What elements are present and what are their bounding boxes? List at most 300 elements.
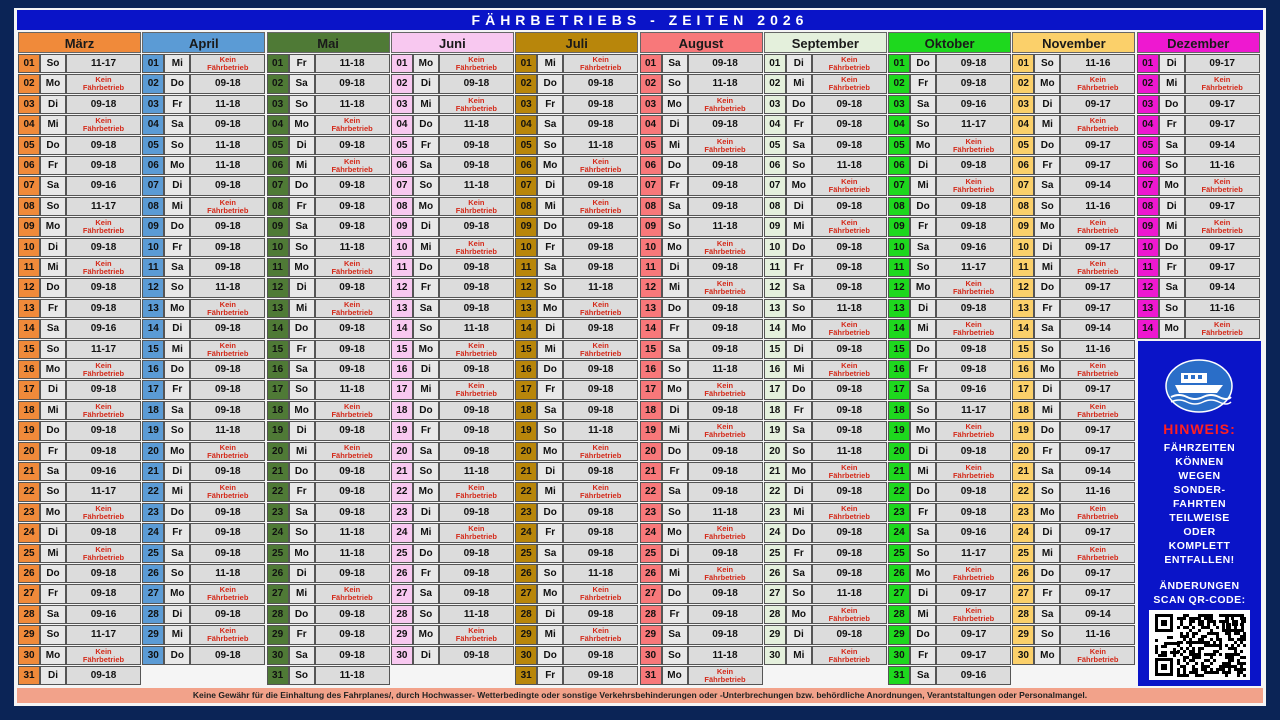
operating-hours: 09-18 [812,115,887,134]
day-row [640,176,763,196]
weekday: Di [40,380,66,399]
operating-hours: Kein Fährbetrieb [66,646,141,665]
operating-hours: Kein Fährbetrieb [688,95,763,114]
operating-hours: 11-18 [439,462,514,481]
ferry-logo-icon [1165,359,1233,413]
weekday: Fr [289,482,315,501]
day-row [18,482,141,502]
weekday: Di [910,442,936,461]
operating-hours: 09-17 [1185,238,1260,257]
operating-hours: Kein Fährbetrieb [688,564,763,583]
weekday: Do [662,299,688,318]
day-row [391,197,514,217]
day-number: 18 [18,401,40,420]
operating-hours: 11-18 [190,278,265,297]
operating-hours: Kein Fährbetrieb [563,299,638,318]
operating-hours: 11-16 [1185,299,1260,318]
day-number: 01 [764,54,786,73]
operating-hours: 11-18 [688,360,763,379]
weekday: So [413,176,439,195]
day-row [391,646,514,666]
weekday: Fr [910,74,936,93]
weekday: Fr [40,442,66,461]
day-number: 24 [515,523,537,542]
operating-hours: 11-18 [563,564,638,583]
day-row [764,217,887,237]
day-number: 22 [888,482,910,501]
operating-hours: 11-16 [1060,625,1135,644]
day-row [888,340,1011,360]
day-number: 22 [267,482,289,501]
weekday: Mi [537,340,563,359]
operating-hours: Kein Fährbetrieb [563,625,638,644]
operating-hours: 11-18 [315,523,390,542]
day-row [267,442,390,462]
day-number: 23 [640,503,662,522]
day-row [764,278,887,298]
weekday: So [537,278,563,297]
day-row [18,156,141,176]
weekday: Mi [537,54,563,73]
day-row [888,95,1011,115]
weekday: Sa [164,544,190,563]
operating-hours: Kein Fährbetrieb [439,95,514,114]
operating-hours: 09-17 [1060,584,1135,603]
operating-hours: 09-18 [936,197,1011,216]
weekday: Do [662,442,688,461]
weekday: Mi [164,340,190,359]
weekday: Mo [164,442,190,461]
day-number: 20 [515,442,537,461]
weekday: Mi [1034,401,1060,420]
day-row [515,156,638,176]
day-row [888,217,1011,237]
operating-hours: 09-18 [66,380,141,399]
day-number: 21 [18,462,40,481]
day-number: 16 [515,360,537,379]
operating-hours: Kein Fährbetrieb [439,523,514,542]
operating-hours: 11-17 [66,54,141,73]
day-row [1137,238,1260,258]
operating-hours: 09-18 [190,380,265,399]
weekday: Do [413,258,439,277]
weekday: Do [413,115,439,134]
weekday: So [289,95,315,114]
day-row [764,258,887,278]
day-row [515,646,638,666]
operating-hours: 09-18 [936,74,1011,93]
day-row [391,421,514,441]
day-number: 13 [142,299,164,318]
day-number: 28 [391,605,413,624]
operating-hours: 09-18 [190,176,265,195]
operating-hours: 09-18 [688,482,763,501]
day-row [640,503,763,523]
day-row [1137,136,1260,156]
weekday: Sa [786,421,812,440]
day-row [888,299,1011,319]
operating-hours: Kein Fährbetrieb [563,197,638,216]
day-number: 15 [391,340,413,359]
weekday: Do [910,625,936,644]
operating-hours: 09-17 [1060,156,1135,175]
day-number: 22 [142,482,164,501]
weekday: Fr [164,95,190,114]
day-row [267,156,390,176]
day-row [764,482,887,502]
day-number: 19 [640,421,662,440]
weekday: Di [1034,380,1060,399]
day-row [1137,156,1260,176]
operating-hours: 09-18 [936,217,1011,236]
day-row [18,605,141,625]
day-number: 20 [640,442,662,461]
weekday: Do [786,95,812,114]
operating-hours: 09-18 [812,421,887,440]
weekday: Do [289,319,315,338]
day-number: 24 [18,523,40,542]
operating-hours: 09-18 [688,462,763,481]
day-number: 16 [888,360,910,379]
day-row [888,380,1011,400]
day-row [267,625,390,645]
day-row [640,401,763,421]
day-number: 20 [18,442,40,461]
weekday: Mi [662,278,688,297]
day-number: 19 [764,421,786,440]
day-row [18,442,141,462]
day-row [391,278,514,298]
operating-hours: 09-18 [439,503,514,522]
day-number: 02 [391,74,413,93]
day-row [1012,605,1135,625]
day-row [142,54,265,74]
day-row [888,421,1011,441]
operating-hours: Kein Fährbetrieb [1060,503,1135,522]
weekday: Fr [289,197,315,216]
day-number: 31 [18,666,40,685]
weekday: Sa [910,380,936,399]
weekday: Mo [537,584,563,603]
weekday: So [1034,482,1060,501]
day-number: 31 [888,666,910,685]
weekday: So [537,136,563,155]
day-row [640,544,763,564]
day-number: 01 [888,54,910,73]
day-number: 22 [391,482,413,501]
day-row [515,217,638,237]
operating-hours: 09-18 [190,503,265,522]
operating-hours: Kein Fährbetrieb [66,74,141,93]
day-row [640,156,763,176]
operating-hours: 09-18 [812,544,887,563]
day-row [515,544,638,564]
weekday: Mo [40,503,66,522]
operating-hours: Kein Fährbetrieb [688,278,763,297]
operating-hours: 09-18 [439,299,514,318]
operating-hours: 11-18 [688,217,763,236]
weekday: Sa [164,258,190,277]
weekday: Mi [662,421,688,440]
operating-hours: 09-18 [439,401,514,420]
day-row [1012,278,1135,298]
day-number: 25 [267,544,289,563]
operating-hours: 09-17 [1060,95,1135,114]
day-row [1012,340,1135,360]
day-number: 09 [18,217,40,236]
day-row [391,584,514,604]
operating-hours: 11-18 [315,95,390,114]
day-row [1012,176,1135,196]
day-number: 19 [1012,421,1034,440]
day-number: 06 [764,156,786,175]
operating-hours: 09-18 [563,503,638,522]
day-row [515,401,638,421]
weekday: Fr [289,625,315,644]
day-row [391,401,514,421]
day-row [888,197,1011,217]
weekday: Di [910,584,936,603]
day-number: 07 [142,176,164,195]
weekday: Sa [537,115,563,134]
weekday: So [910,258,936,277]
operating-hours: 09-16 [66,176,141,195]
day-number: 18 [764,401,786,420]
operating-hours: 11-18 [190,136,265,155]
weekday: So [910,544,936,563]
operating-hours: 09-18 [812,523,887,542]
day-row [640,666,763,686]
operating-hours: 11-18 [315,238,390,257]
weekday: Sa [662,54,688,73]
day-number: 17 [18,380,40,399]
day-row [640,278,763,298]
weekday: Sa [786,136,812,155]
day-number: 22 [515,482,537,501]
day-number: 11 [142,258,164,277]
day-number: 12 [764,278,786,297]
day-row [1012,503,1135,523]
day-number: 29 [18,625,40,644]
operating-hours: Kein Fährbetrieb [688,380,763,399]
operating-hours: 09-18 [812,238,887,257]
weekday: Do [1159,238,1185,257]
operating-hours: Kein Fährbetrieb [563,584,638,603]
qr-code-icon[interactable] [1149,610,1250,680]
weekday: Mo [537,156,563,175]
day-number: 20 [764,442,786,461]
operating-hours: Kein Fährbetrieb [66,401,141,420]
day-number: 09 [1012,217,1034,236]
day-row [18,95,141,115]
day-row [764,319,887,339]
day-number: 16 [142,360,164,379]
weekday: So [786,442,812,461]
day-number: 03 [142,95,164,114]
day-row [640,115,763,135]
operating-hours: 09-18 [812,380,887,399]
day-number: 10 [515,238,537,257]
operating-hours: 09-18 [563,258,638,277]
operating-hours: 09-18 [439,646,514,665]
day-row [764,401,887,421]
day-row [1012,421,1135,441]
weekday: Mo [289,544,315,563]
weekday: Fr [1034,299,1060,318]
weekday: Sa [786,278,812,297]
operating-hours: 09-17 [1060,523,1135,542]
operating-hours: 09-17 [1060,136,1135,155]
weekday: Di [164,605,190,624]
day-row [267,605,390,625]
operating-hours: Kein Fährbetrieb [936,462,1011,481]
operating-hours: 09-18 [315,462,390,481]
day-row [888,136,1011,156]
day-number: 08 [764,197,786,216]
day-row [888,115,1011,135]
day-row [888,544,1011,564]
day-row [391,544,514,564]
day-row [18,340,141,360]
day-row [391,74,514,94]
operating-hours: 09-18 [190,74,265,93]
operating-hours: Kein Fährbetrieb [1185,176,1260,195]
operating-hours: 09-18 [66,442,141,461]
day-row [267,217,390,237]
weekday: Mi [164,482,190,501]
day-row [888,625,1011,645]
day-row [267,115,390,135]
operating-hours: Kein Fährbetrieb [936,319,1011,338]
day-row [888,564,1011,584]
operating-hours: 09-17 [936,646,1011,665]
day-row [18,584,141,604]
day-row [1012,442,1135,462]
operating-hours: Kein Fährbetrieb [190,442,265,461]
weekday: Mi [164,625,190,644]
day-number: 23 [888,503,910,522]
day-row [640,482,763,502]
weekday: Fr [40,156,66,175]
day-number: 23 [142,503,164,522]
day-row [888,74,1011,94]
operating-hours: 09-18 [439,360,514,379]
day-number: 27 [640,584,662,603]
day-number: 13 [515,299,537,318]
weekday: Mi [1034,115,1060,134]
weekday: So [289,380,315,399]
weekday: Do [537,646,563,665]
weekday: Do [910,482,936,501]
day-row [267,564,390,584]
day-number: 25 [1012,544,1034,563]
operating-hours: Kein Fährbetrieb [812,319,887,338]
day-number: 30 [18,646,40,665]
weekday: Mo [1034,360,1060,379]
day-row [18,278,141,298]
weekday: Fr [289,340,315,359]
weekday: Do [289,605,315,624]
operating-hours: 09-17 [1060,238,1135,257]
day-row [1012,74,1135,94]
weekday: Do [786,238,812,257]
operating-hours: Kein Fährbetrieb [190,299,265,318]
operating-hours: 09-18 [688,319,763,338]
operating-hours: 11-17 [66,482,141,501]
day-number: 24 [1012,523,1034,542]
day-number: 20 [1012,442,1034,461]
day-number: 07 [888,176,910,195]
day-number: 15 [515,340,537,359]
day-number: 01 [1012,54,1034,73]
day-number: 24 [764,523,786,542]
weekday: Mo [537,299,563,318]
operating-hours: Kein Fährbetrieb [936,605,1011,624]
day-number: 03 [888,95,910,114]
day-row [142,95,265,115]
day-row [640,299,763,319]
operating-hours: 11-18 [190,156,265,175]
day-number: 25 [18,544,40,563]
day-number: 12 [1012,278,1034,297]
day-row [391,95,514,115]
operating-hours: 09-18 [190,462,265,481]
day-row [1012,136,1135,156]
weekday: So [662,503,688,522]
day-number: 11 [888,258,910,277]
day-row [142,197,265,217]
month-header-5: August [640,32,763,53]
weekday: Sa [289,217,315,236]
day-row [888,523,1011,543]
operating-hours: 09-18 [812,136,887,155]
day-number: 05 [391,136,413,155]
weekday: Sa [413,584,439,603]
operating-hours: 09-17 [1185,258,1260,277]
weekday: So [413,319,439,338]
operating-hours: Kein Fährbetrieb [812,462,887,481]
operating-hours: 09-16 [936,380,1011,399]
day-row [18,360,141,380]
weekday: Di [910,299,936,318]
operating-hours: 09-18 [812,278,887,297]
weekday: So [289,523,315,542]
day-number: 12 [391,278,413,297]
weekday: Di [1159,54,1185,73]
month-header-3: Juni [391,32,514,53]
operating-hours: 09-18 [688,258,763,277]
day-row [640,584,763,604]
day-number: 29 [142,625,164,644]
operating-hours: 09-18 [439,74,514,93]
notice-panel [1138,341,1261,686]
operating-hours: Kein Fährbetrieb [315,584,390,603]
weekday: Mi [786,360,812,379]
day-number: 14 [515,319,537,338]
weekday: Sa [537,544,563,563]
day-row [18,523,141,543]
day-number: 04 [888,115,910,134]
weekday: Mo [289,115,315,134]
day-number: 14 [267,319,289,338]
day-number: 21 [267,462,289,481]
operating-hours: Kein Fährbetrieb [66,503,141,522]
day-number: 11 [391,258,413,277]
day-number: 17 [267,380,289,399]
day-row [764,156,887,176]
day-row [515,584,638,604]
day-row [640,74,763,94]
